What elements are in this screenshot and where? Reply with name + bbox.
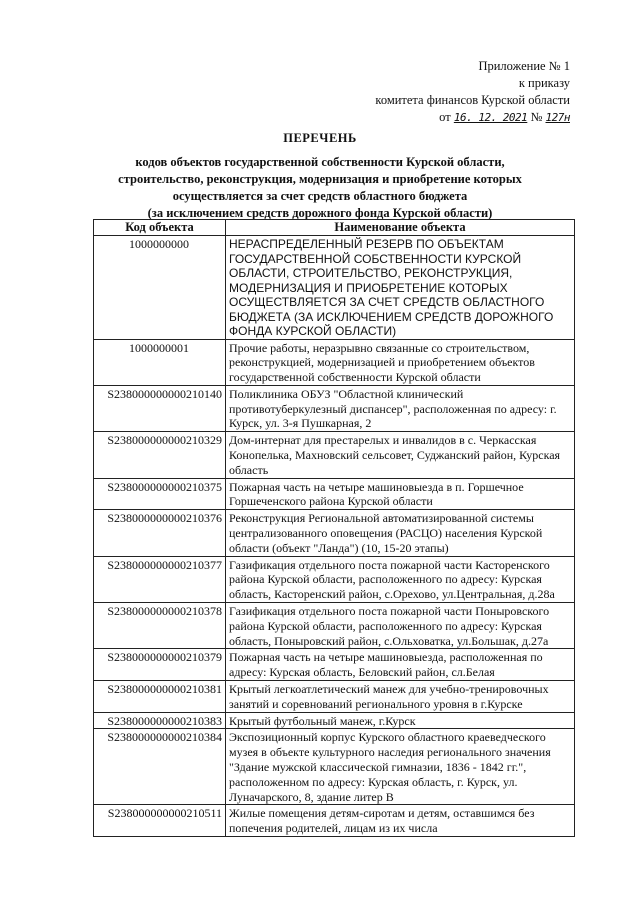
- object-name: Пожарная часть на четыре машиновыезда в п. Горшечное Горшеченского района Курской области: [226, 478, 575, 510]
- object-name: Газификация отдельного поста пожарной части Касторенского района Курской области, расположенного по адресу: Курская область, Касторенский район, с.Орехово, ул.Центральная, д.28а: [226, 556, 575, 602]
- table-row: [94, 681, 575, 713]
- object-name: Газификация отдельного поста пожарной части Поныровского района Курской области, расположенного по адресу: Курская область, Поныровский район, с.Ольховатка, ул.Большак, д.27а: [226, 603, 575, 649]
- table-row: [94, 339, 575, 385]
- object-name: Дом-интернат для престарелых и инвалидов в с. Черкасская Конопелька, Махновский сельсовет, Суджанский район, Курская область: [226, 432, 575, 478]
- object-code: 1000000000: [94, 236, 226, 340]
- objects-table: [93, 219, 575, 837]
- table-header-row: [94, 220, 575, 236]
- table-row: [94, 712, 575, 729]
- object-name: Прочие работы, неразрывно связанные со строительством, реконструкцией, модернизацией и приобретением объектов государственной собственности Курской области: [226, 339, 575, 385]
- object-code: S238000000000210329: [94, 432, 226, 478]
- table-row: [94, 432, 575, 478]
- date-prefix: от: [439, 110, 451, 124]
- object-name: НЕРАСПРЕДЕЛЕННЫЙ РЕЗЕРВ ПО ОБЪЕКТАМ ГОСУДАРСТВЕННОЙ СОБСТВЕННОСТИ КУРСКОЙ ОБЛАСТИ, СТРОИТЕЛЬСТВО, РЕКОНСТРУКЦИЯ, МОДЕРНИЗАЦИЯ И ПРИОБРЕТЕНИЕ КОТОРЫХ ОСУЩЕСТВЛЯЕТСЯ ЗА СЧЕТ СРЕДСТВ ОБЛАСТНОГО БЮДЖЕТА (ЗА ИСКЛЮЧЕНИЕМ СРЕДСТВ ДОРОЖНОГО ФОНДА КУРСКОЙ ОБЛАСТИ): [226, 236, 575, 340]
- object-code: S238000000000210381: [94, 681, 226, 713]
- table-row: [94, 729, 575, 805]
- order-number: 127н: [545, 111, 570, 124]
- title-line-3: осуществляется за счет средств областного бюджета: [172, 189, 468, 203]
- object-code: S238000000000210379: [94, 649, 226, 681]
- object-code: S238000000000210511: [94, 805, 226, 837]
- order-reference: к приказу: [518, 76, 570, 90]
- object-name: Крытый футбольный манеж, г.Курск: [226, 712, 575, 729]
- table-row: [94, 603, 575, 649]
- object-code: S238000000000210375: [94, 478, 226, 510]
- title-line-1: кодов объектов государственной собственности Курской области,: [135, 155, 505, 169]
- order-date: 16. 12. 2021: [453, 111, 528, 124]
- table-row: [94, 649, 575, 681]
- table-row: [94, 478, 575, 510]
- object-name: Жилые помещения детям-сиротам и детям, оставшимся без попечения родителей, лицам из их числа: [226, 805, 575, 837]
- object-code: S238000000000210384: [94, 729, 226, 805]
- object-name: Крытый легкоатлетический манеж для учебно-тренировочных занятий и соревнований регионального уровня в г.Курске: [226, 681, 575, 713]
- table-row: [94, 510, 575, 556]
- title-line-2: строительство, реконструкция, модернизация и приобретение которых: [118, 172, 522, 186]
- title-main: ПЕРЕЧЕНЬ: [283, 131, 357, 145]
- object-name: Пожарная часть на четыре машиновыезда, расположенная по адресу: Курская область, Беловский район, сл.Белая: [226, 649, 575, 681]
- column-header-name: Наименование объекта: [226, 220, 575, 236]
- object-code: S238000000000210378: [94, 603, 226, 649]
- number-prefix: №: [530, 110, 543, 124]
- object-code: S238000000000210383: [94, 712, 226, 729]
- order-date-line: [375, 109, 570, 126]
- table-row: [94, 805, 575, 837]
- column-header-code: Код объекта: [94, 220, 226, 236]
- table-row: [94, 556, 575, 602]
- object-code: S238000000000210376: [94, 510, 226, 556]
- object-code: 1000000001: [94, 339, 226, 385]
- object-code: S238000000000210377: [94, 556, 226, 602]
- object-name: Поликлиника ОБУЗ "Областной клинический противотуберкулезный диспансер", расположенная по адресу: г. Курск, ул. 3-я Пушкарная, 2: [226, 385, 575, 431]
- object-name: Экспозиционный корпус Курского областного краеведческого музея в объекте культурного наследия регионального значения "Здание мужской классической гимназии, 1836 - 1842 гг.", расположенном по адресу: Курская область, г. Курск, ул. Луначарского, 8, здание литер В: [226, 729, 575, 805]
- issuing-committee: комитета финансов Курской области: [375, 93, 570, 107]
- table-row: [94, 236, 575, 340]
- table-row: [94, 385, 575, 431]
- document-title: [0, 130, 640, 222]
- title-line-4: (за исключением средств дорожного фонда Курской области): [147, 206, 493, 220]
- object-code: S238000000000210140: [94, 385, 226, 431]
- appendix-label: Приложение № 1: [478, 59, 570, 73]
- object-name: Реконструкция Региональной автоматизированной системы централизованного оповещения (РАСЦО) населения Курской области (объект "Ланда") (10, 15-20 этапы): [226, 510, 575, 556]
- document-header: [375, 58, 570, 126]
